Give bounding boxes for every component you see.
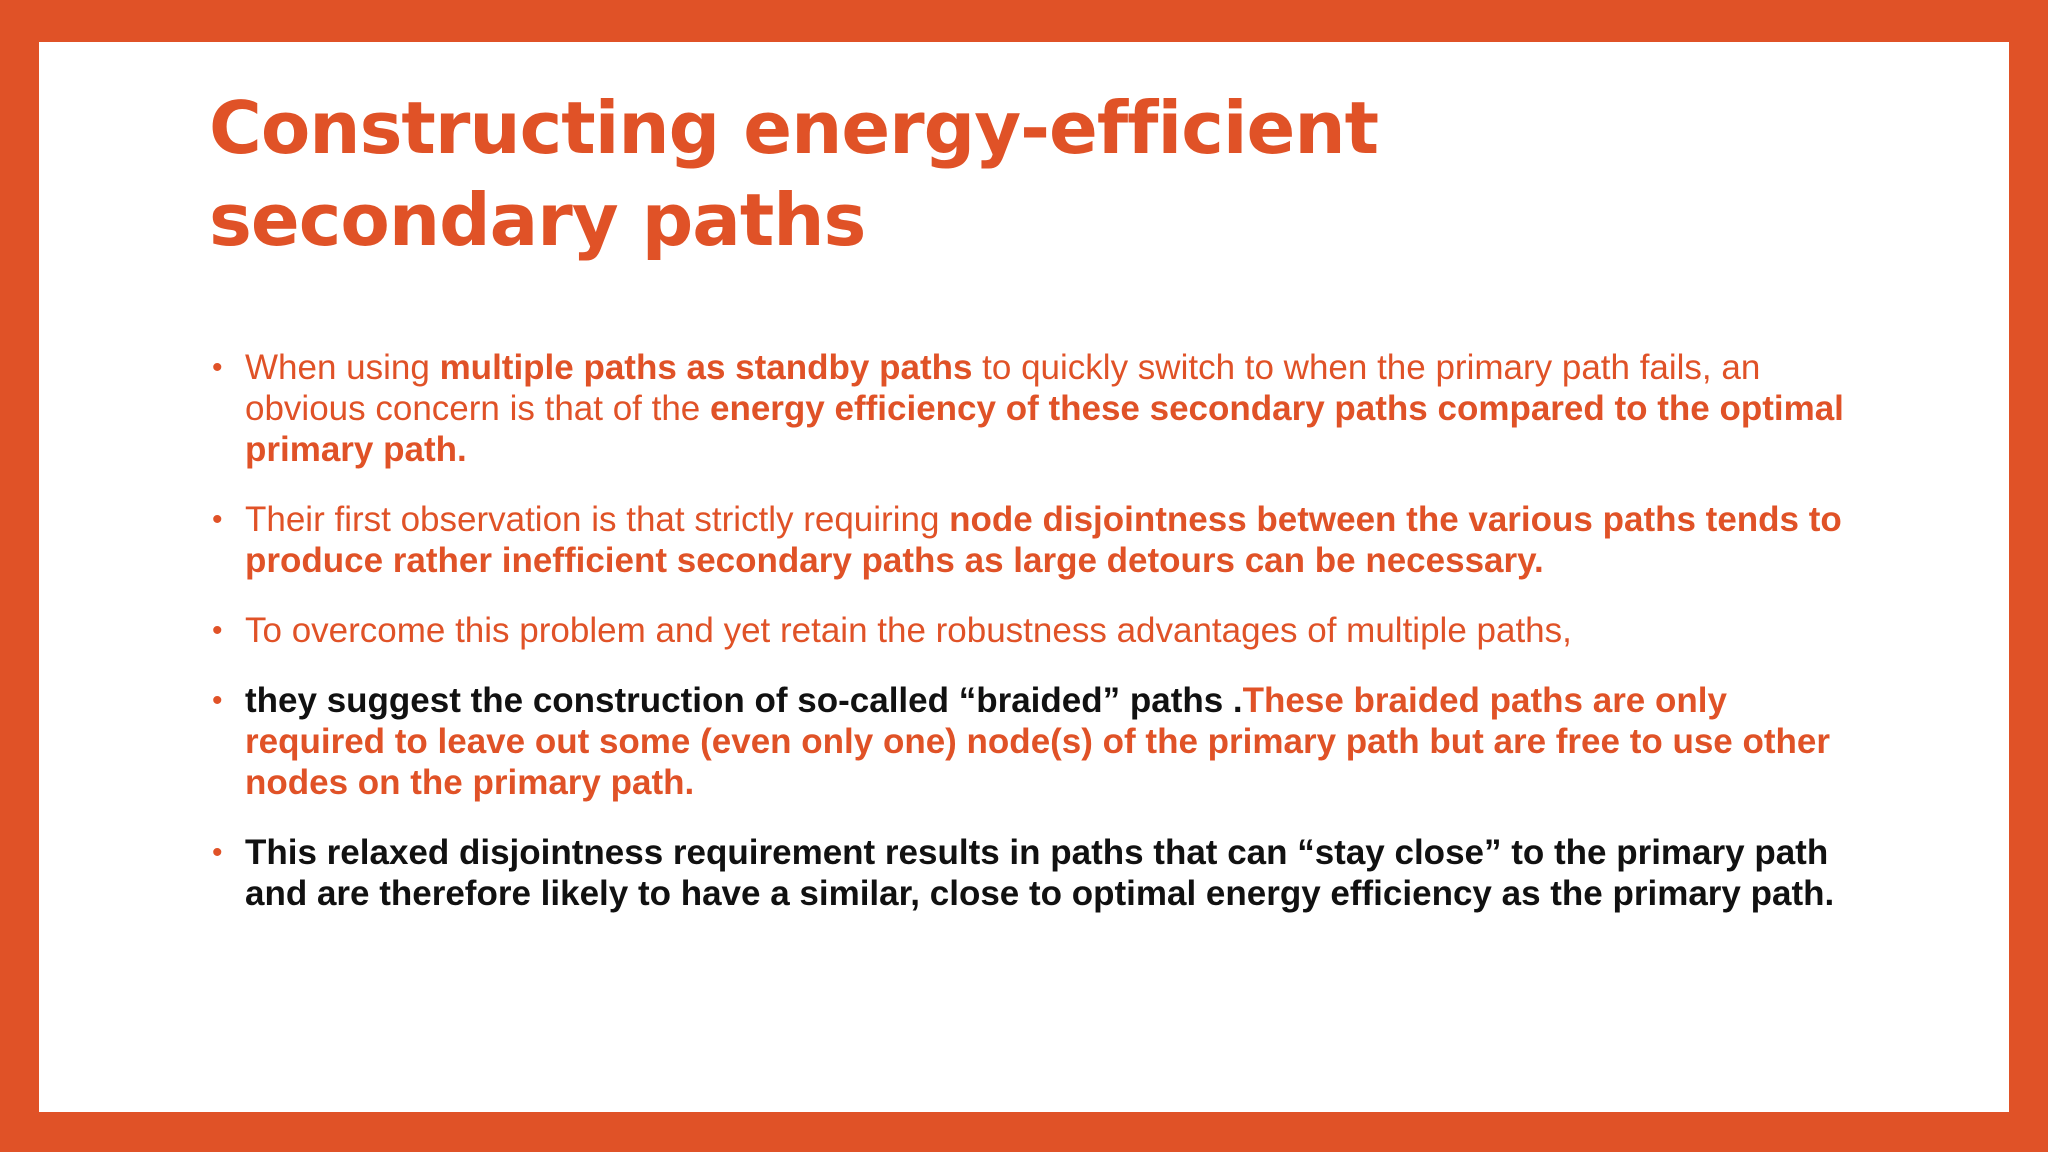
bullet-text: When using (245, 348, 440, 387)
bullet-dot-icon: • (212, 836, 223, 869)
bullet-emphasis: node disjointness between the various paths tends to produce rather inefficient secondary paths as large detours can be necessary. (245, 500, 1842, 580)
bullet-emphasis: These braided paths are only required to leave out some (even only one) node(s) of the primary path but are free to use other nodes on the primary path. (245, 681, 1830, 802)
bullet-item (209, 499, 1869, 581)
bullet-text: To overcome this problem and yet retain the robustness advantages of multiple paths, (245, 611, 1572, 650)
bullet-text: Their first observation is that strictly requiring (245, 500, 950, 539)
bullet-item (209, 347, 1869, 470)
bullet-list (209, 347, 1869, 943)
bullet-dot-icon: • (212, 684, 223, 717)
bullet-dot-icon: • (212, 614, 223, 647)
bullet-dot-icon: • (212, 503, 223, 536)
bullet-emphasis-dark: they suggest the construction of so-called “braided” paths . (245, 681, 1243, 720)
slide-title: Constructing energy-efficient secondary paths (209, 86, 1379, 262)
bullet-text: to quickly switch to when the primary path fails, an obvious concern is that of the (245, 348, 1761, 428)
bullet-dot-icon: • (212, 351, 223, 384)
bullet-emphasis-dark: This relaxed disjointness requirement results in paths that can “stay close” to the primary path and are therefore likely to have a similar, close to optimal energy efficiency as the primary path. (245, 833, 1835, 913)
bullet-item (209, 832, 1869, 914)
slide (39, 42, 2009, 1112)
bullet-emphasis: energy efficiency of these secondary paths compared to the optimal primary path. (245, 389, 1844, 469)
bullet-item (209, 610, 1869, 651)
bullet-item (209, 680, 1869, 803)
bullet-emphasis: multiple paths as standby paths (439, 348, 973, 387)
